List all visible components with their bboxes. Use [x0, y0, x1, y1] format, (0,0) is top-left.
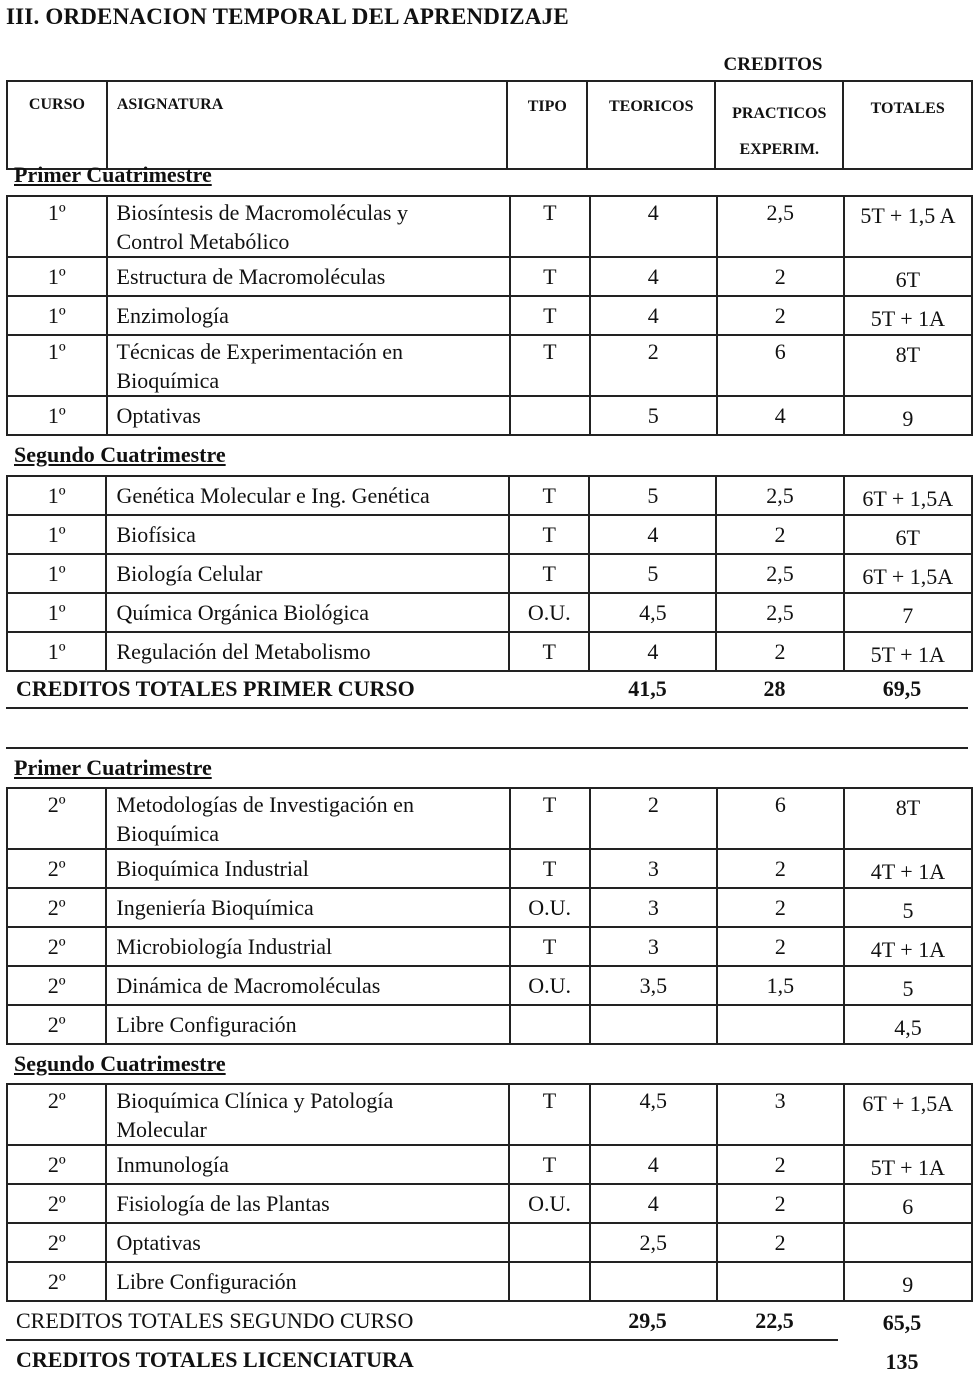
teoricos-cell: 2	[590, 335, 717, 396]
section-title: Segundo Cuatrimestre	[14, 442, 226, 467]
practicos-cell: 4	[717, 396, 844, 435]
curso-cell: 1º	[7, 396, 107, 435]
teoricos-cell: 3	[590, 927, 717, 966]
asignatura-cell	[106, 1262, 509, 1301]
tipo-cell: T	[509, 1145, 589, 1184]
curso-cell: 2º	[7, 1262, 106, 1301]
asignatura-cell	[106, 632, 509, 671]
section-title: Segundo Cuatrimestre	[14, 1051, 226, 1076]
table-row	[7, 515, 972, 554]
practicos-cell: 2	[717, 1184, 844, 1223]
tipo-cell: T	[509, 1084, 589, 1145]
totales-cell: 6T + 1,5A	[844, 476, 972, 515]
curso-cell: 2º	[7, 1223, 106, 1262]
asignatura-line: Bioquímica Clínica y Patología	[116, 1088, 394, 1113]
tipo-cell	[509, 1223, 589, 1262]
subject-table	[6, 475, 973, 672]
teoricos-cell: 2,5	[590, 1223, 717, 1262]
creditos-header: CREDITOS	[723, 54, 823, 75]
asignatura-line: Técnicas de Experimentación en	[116, 339, 403, 364]
asignatura-cell	[106, 1005, 509, 1044]
totales-cell: 4T + 1A	[844, 927, 972, 966]
tipo-cell	[510, 1005, 590, 1044]
total-label: CREDITOS TOTALES SEGUNDO CURSO	[16, 1308, 414, 1333]
asignatura-cell	[106, 849, 509, 888]
table-row	[7, 1184, 972, 1223]
asignatura-cell	[106, 966, 509, 1005]
header-totales: TOTALES	[843, 81, 972, 169]
teoricos-cell: 4	[589, 632, 716, 671]
asignatura-line: Estructura de Macromoléculas	[116, 264, 386, 289]
table-row	[7, 788, 972, 849]
total-totales: 69,5	[882, 676, 922, 701]
teoricos-cell: 5	[589, 476, 716, 515]
table-row	[7, 257, 972, 296]
licenciatura-total: 135	[885, 1349, 919, 1374]
table-row	[7, 476, 972, 515]
teoricos-cell: 4	[590, 1184, 717, 1223]
asignatura-cell	[106, 888, 509, 927]
asignatura-line: Ingeniería Bioquímica	[116, 895, 314, 920]
curso-cell: 1º	[7, 554, 106, 593]
curso-cell: 1º	[7, 257, 107, 296]
tipo-cell	[510, 396, 590, 435]
asignatura-cell	[106, 1084, 509, 1145]
asignatura-line: Libre Configuración	[116, 1269, 297, 1294]
total-label: CREDITOS TOTALES PRIMER CURSO	[16, 676, 415, 701]
practicos-cell: 2	[717, 888, 844, 927]
table-row	[7, 849, 972, 888]
totales-cell: 5	[844, 888, 972, 927]
asignatura-line: Biosíntesis de Macromoléculas y	[116, 200, 408, 225]
curso-cell: 2º	[7, 1005, 106, 1044]
asignatura-cell	[106, 1223, 509, 1262]
tipo-cell: O.U.	[510, 888, 590, 927]
table-row	[7, 593, 972, 632]
asignatura-line: Genética Molecular e Ing. Genética	[116, 483, 430, 508]
divider	[6, 747, 968, 749]
practicos-cell: 2	[717, 296, 844, 335]
asignatura-line: Fisiología de las Plantas	[116, 1191, 330, 1216]
teoricos-cell: 4	[590, 296, 717, 335]
licenciatura-label: CREDITOS TOTALES LICENCIATURA	[16, 1347, 414, 1372]
tipo-cell: O.U.	[509, 593, 589, 632]
asignatura-line: Metodologías de Investigación en	[116, 792, 414, 817]
table-row	[7, 1145, 972, 1184]
teoricos-cell: 4	[590, 1145, 717, 1184]
curso-cell: 2º	[7, 966, 106, 1005]
asignatura-line: Control Metabólico	[116, 229, 290, 254]
teoricos-cell: 5	[590, 396, 717, 435]
tipo-cell: O.U.	[510, 966, 590, 1005]
table-row	[7, 296, 972, 335]
totales-cell: 5	[844, 966, 972, 1005]
curso-cell: 1º	[7, 515, 106, 554]
practicos-cell: 2	[717, 927, 844, 966]
curso-cell: 2º	[7, 849, 106, 888]
practicos-cell: 6	[717, 335, 844, 396]
totales-cell: 6T + 1,5A	[844, 554, 972, 593]
practicos-cell	[717, 1005, 844, 1044]
header-table	[6, 80, 973, 170]
divider	[6, 707, 968, 709]
asignatura-line: Libre Configuración	[116, 1012, 297, 1037]
totales-cell: 6T	[844, 515, 972, 554]
table-row	[7, 335, 972, 396]
asignatura-cell	[107, 257, 510, 296]
total-practicos: 28	[763, 676, 786, 701]
practicos-cell: 2	[717, 1223, 844, 1262]
tipo-cell	[509, 1262, 589, 1301]
total-practicos: 22,5	[755, 1308, 794, 1333]
asignatura-cell	[106, 554, 509, 593]
totales-cell: 7	[844, 593, 972, 632]
practicos-cell: 2	[716, 632, 843, 671]
asignatura-cell	[106, 1145, 509, 1184]
total-teoricos: 41,5	[628, 676, 667, 701]
table-row	[7, 1005, 972, 1044]
asignatura-cell	[106, 476, 509, 515]
tipo-cell: T	[510, 927, 590, 966]
practicos-cell: 2,5	[716, 554, 843, 593]
totales-cell: 8T	[844, 335, 972, 396]
curso-cell: 2º	[7, 1084, 106, 1145]
table-row	[7, 554, 972, 593]
divider	[6, 1339, 838, 1341]
asignatura-cell	[107, 335, 510, 396]
asignatura-line: Dinámica de Macromoléculas	[116, 973, 381, 998]
practicos-cell: 2	[717, 849, 844, 888]
asignatura-cell	[107, 296, 510, 335]
teoricos-cell: 3	[590, 849, 717, 888]
asignatura-line: Biología Celular	[116, 561, 263, 586]
subject-table	[6, 1083, 973, 1302]
table-row	[7, 1262, 972, 1301]
teoricos-cell: 2	[590, 788, 717, 849]
curso-cell: 1º	[7, 196, 107, 257]
section-title: Primer Cuatrimestre	[14, 162, 212, 187]
tipo-cell: T	[509, 476, 589, 515]
tipo-cell: T	[509, 554, 589, 593]
teoricos-cell: 4,5	[590, 1084, 717, 1145]
curso-cell: 1º	[7, 296, 107, 335]
tipo-cell: T	[510, 849, 590, 888]
table-row	[7, 196, 972, 257]
teoricos-cell	[590, 1005, 717, 1044]
totales-cell: 6	[844, 1184, 972, 1223]
asignatura-cell	[106, 788, 509, 849]
asignatura-line: Bioquímica	[116, 821, 220, 846]
practicos-cell: 6	[717, 788, 844, 849]
total-totales: 65,5	[882, 1310, 922, 1335]
teoricos-cell: 4	[589, 515, 716, 554]
total-teoricos: 29,5	[628, 1308, 667, 1333]
section-title: Primer Cuatrimestre	[14, 755, 212, 780]
practicos-cell: 2	[716, 515, 843, 554]
curso-cell: 2º	[7, 1145, 106, 1184]
teoricos-cell: 4	[590, 196, 717, 257]
table-row	[7, 1223, 972, 1262]
practicos-cell: 2	[717, 1145, 844, 1184]
teoricos-cell: 5	[589, 554, 716, 593]
practicos-cell: 2,5	[717, 196, 844, 257]
asignatura-line: Inmunología	[116, 1152, 229, 1177]
table-row	[7, 632, 972, 671]
header-tipo: TIPO	[507, 81, 587, 169]
totales-cell: 6T	[844, 257, 972, 296]
tipo-cell: T	[510, 788, 590, 849]
curso-cell: 1º	[7, 476, 106, 515]
totales-cell: 4T + 1A	[844, 849, 972, 888]
totales-cell: 5T + 1,5 A	[844, 196, 972, 257]
teoricos-cell: 3	[590, 888, 717, 927]
asignatura-line: Optativas	[116, 1230, 201, 1255]
tipo-cell: T	[509, 515, 589, 554]
subject-table	[6, 195, 973, 436]
tipo-cell: T	[510, 296, 590, 335]
curso-cell: 1º	[7, 632, 106, 671]
header-curso: CURSO	[7, 81, 107, 169]
asignatura-cell	[106, 1184, 509, 1223]
header-asignatura: ASIGNATURA	[107, 81, 507, 169]
teoricos-cell: 4,5	[589, 593, 716, 632]
asignatura-line: Biofísica	[116, 522, 196, 547]
table-row	[7, 396, 972, 435]
teoricos-cell: 3,5	[590, 966, 717, 1005]
tipo-cell: T	[510, 335, 590, 396]
totales-cell: 5T + 1A	[844, 296, 972, 335]
totales-cell: 9	[844, 1262, 972, 1301]
curso-cell: 2º	[7, 927, 106, 966]
practicos-cell: 2,5	[716, 476, 843, 515]
asignatura-line: Optativas	[116, 403, 201, 428]
practicos-cell	[717, 1262, 844, 1301]
practicos-cell: 1,5	[717, 966, 844, 1005]
subject-table	[6, 787, 973, 1045]
asignatura-cell	[107, 396, 510, 435]
tipo-cell: T	[510, 196, 590, 257]
asignatura-line: Bioquímica Industrial	[116, 856, 309, 881]
asignatura-line: Molecular	[116, 1117, 207, 1142]
asignatura-line: Microbiología Industrial	[116, 934, 333, 959]
table-row	[7, 927, 972, 966]
asignatura-line: Enzimología	[116, 303, 229, 328]
curso-cell: 1º	[7, 335, 107, 396]
page-title: III. ORDENACION TEMPORAL DEL APRENDIZAJE	[6, 4, 569, 29]
totales-cell: 5T + 1A	[844, 1145, 972, 1184]
asignatura-line: Química Orgánica Biológica	[116, 600, 369, 625]
tipo-cell: T	[509, 632, 589, 671]
header-teoricos: TEORICOS	[587, 81, 715, 169]
asignatura-cell	[107, 196, 510, 257]
tipo-cell: T	[510, 257, 590, 296]
tipo-cell: O.U.	[509, 1184, 589, 1223]
teoricos-cell: 4	[590, 257, 717, 296]
totales-cell: 6T + 1,5A	[844, 1084, 972, 1145]
totales-cell	[844, 1223, 972, 1262]
asignatura-cell	[106, 593, 509, 632]
table-row	[7, 966, 972, 1005]
curso-cell: 2º	[7, 788, 106, 849]
totales-cell: 9	[844, 396, 972, 435]
asignatura-line: Bioquímica	[116, 368, 220, 393]
curso-cell: 1º	[7, 593, 106, 632]
curso-cell: 2º	[7, 1184, 106, 1223]
header-practicos: PRACTICOS EXPERIM.	[715, 81, 843, 169]
asignatura-cell	[106, 927, 509, 966]
table-row	[7, 1084, 972, 1145]
totales-cell: 5T + 1A	[844, 632, 972, 671]
practicos-cell: 2,5	[716, 593, 843, 632]
teoricos-cell	[590, 1262, 717, 1301]
curso-cell: 2º	[7, 888, 106, 927]
totales-cell: 4,5	[844, 1005, 972, 1044]
asignatura-cell	[106, 515, 509, 554]
practicos-cell: 3	[717, 1084, 844, 1145]
totales-cell: 8T	[844, 788, 972, 849]
table-row	[7, 888, 972, 927]
asignatura-line: Regulación del Metabolismo	[116, 639, 371, 664]
practicos-cell: 2	[717, 257, 844, 296]
